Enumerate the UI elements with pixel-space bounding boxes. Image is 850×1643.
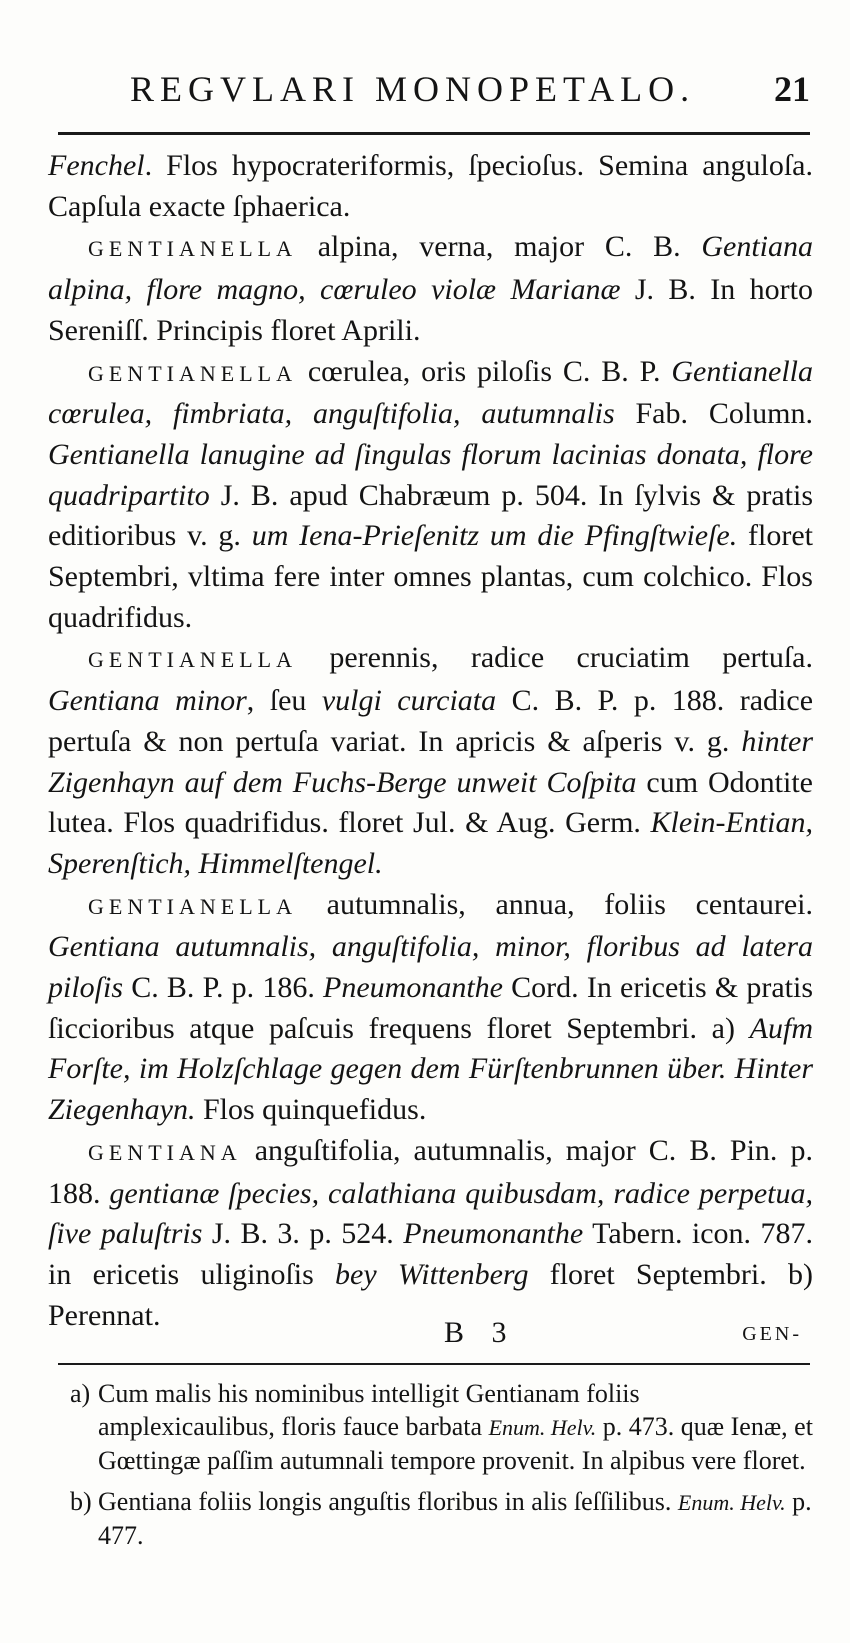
footnote: [70, 1485, 820, 1552]
text-segment: J. B. In horto Sereniſſ. Principis floret Aprili.: [48, 273, 814, 347]
text-segment: C. B. P. p. 186.: [123, 971, 324, 1005]
italic-text: Fenchel: [48, 149, 145, 182]
footnote-text: [98, 1485, 820, 1552]
genus-name: GENTIANELLA: [88, 893, 297, 919]
text-segment: Cum malis his nominibus intelligit Gentianam foliis amplexicaulibus, floris fauce barbata: [98, 1379, 640, 1441]
italic-text: Pneumonanthe: [323, 971, 503, 1005]
signature-mark: B 3: [444, 1316, 517, 1349]
text-segment: Gentiana foliis longis anguſtis floribus in alis ſeſſilibus.: [98, 1487, 678, 1516]
text-segment: , ſeu: [246, 684, 322, 718]
text-segment: autumnalis, annua, foliis centaurei.: [296, 887, 813, 921]
main-text: [48, 146, 813, 1336]
italic-text: hinter Zigenhayn auf dem Fuchs-Berge unweit Coſpita: [48, 724, 813, 799]
text-segment: floret Septembri, vltima fere inter omnes plantas, cum colchico. Flos quadrifidus.: [48, 519, 813, 634]
genus-name: GENTIANELLA: [88, 647, 297, 673]
text-segment: cum Odontite lutea. Flos quadrifidus. floret Jul. & Aug. Germ.: [48, 765, 813, 840]
entry-paragraph: [48, 146, 813, 227]
text-segment: J. B. 3. p. 524.: [202, 1217, 404, 1251]
italic-text: Pneumonanthe: [403, 1217, 584, 1251]
catchword: GEN-: [742, 1323, 802, 1345]
text-segment: alpina, verna, major C. B.: [296, 230, 702, 264]
entry-paragraph: [48, 1131, 813, 1337]
italic-text: Enum. Helv.: [488, 1415, 597, 1440]
text-segment: p. 477.: [98, 1487, 812, 1550]
footnote-text: [98, 1377, 820, 1477]
italic-text: gentianæ ſpecies, calathiana quibusdam, radice perpetua, ſive paluſtris: [48, 1176, 813, 1251]
text-segment: Fab. Column.: [614, 397, 814, 431]
genus-name: GENTIANELLA: [88, 360, 297, 386]
italic-text: vulgi curciata: [321, 684, 497, 718]
italic-text: Aufm Forſte, im Holzſchlage gegen dem Fürſtenbrunnen über. Hinter Ziegenhayn.: [48, 1011, 813, 1127]
footnote-rule: [58, 1363, 810, 1365]
text-segment: perennis, radice cruciatim pertuſa.: [296, 641, 813, 675]
text-segment: J. B. apud Chabræum p. 504. In ſylvis & pratis editioribus v. g.: [48, 478, 813, 553]
entry-paragraph: [48, 227, 813, 351]
italic-text: Enum. Helv.: [677, 1490, 786, 1515]
italic-text: bey Wittenberg: [335, 1257, 529, 1291]
italic-text: Klein-Entian, Sperenſtich, Himmelſtengel.: [48, 806, 813, 880]
text-segment: Tabern. icon. 787. in ericetis uliginoſis: [48, 1217, 813, 1291]
italic-text: Gentiana alpina, flore magno, cœruleo violæ Marianæ: [48, 230, 813, 307]
page-number: 21: [774, 69, 810, 109]
footnote-mark: a): [70, 1379, 91, 1408]
italic-text: Gentianella lanugine ad ſingulas florum lacinias donata, flore quadripartito: [48, 437, 813, 512]
entry-paragraph: [48, 638, 813, 884]
text-segment: Cord. In ericetis & pratis ſiccioribus atque paſcuis frequens floret Septembri. a): [48, 971, 813, 1045]
genus-name: GENTIANELLA: [88, 236, 297, 262]
text-segment: Flos quinquefidus.: [195, 1093, 427, 1127]
italic-text: um Iena-Prieſenitz um die Pfingſtwieſe.: [251, 519, 738, 553]
italic-text: Gentiana minor: [48, 684, 247, 718]
text-segment: . Flos hypocrateriformis, ſpecioſus. Semina angulоſa. Capſula exacte ſphaerica.: [48, 149, 813, 223]
header-rule: [58, 132, 810, 135]
italic-text: Gentiana autumnalis, anguſtifolia, minor, floribus ad latera piloſis: [48, 930, 813, 1005]
text-segment: C. B. P. p. 188. radice pertuſa & non pertuſa variat. In apricis & aſperis v. g.: [48, 684, 814, 758]
footnote-mark: b): [70, 1487, 92, 1516]
genus-name: GENTIANA: [88, 1139, 242, 1165]
text-segment: floret Septembri. b) Perennat.: [48, 1257, 813, 1332]
italic-text: Gentianella cœrulea, fimbriata, anguſtifolia, autumnalis: [48, 354, 813, 431]
footnote: [70, 1377, 820, 1477]
entry-paragraph: [48, 885, 813, 1131]
text-segment: p. 473. quæ Ienæ, et Gœttingæ paſſim autumnali tempore provenit. In alpibus vere floret.: [98, 1412, 813, 1475]
text-segment: anguſtifolia, autumnalis, major C. B. Pin. p. 188.: [48, 1133, 813, 1210]
text-segment: cœrulea, oris piloſis C. B. P.: [296, 354, 672, 388]
footnotes: [70, 1377, 820, 1560]
entry-paragraph: [48, 352, 813, 639]
running-head: [130, 68, 810, 110]
running-title: REGVLARI MONOPETALO.: [130, 69, 696, 109]
